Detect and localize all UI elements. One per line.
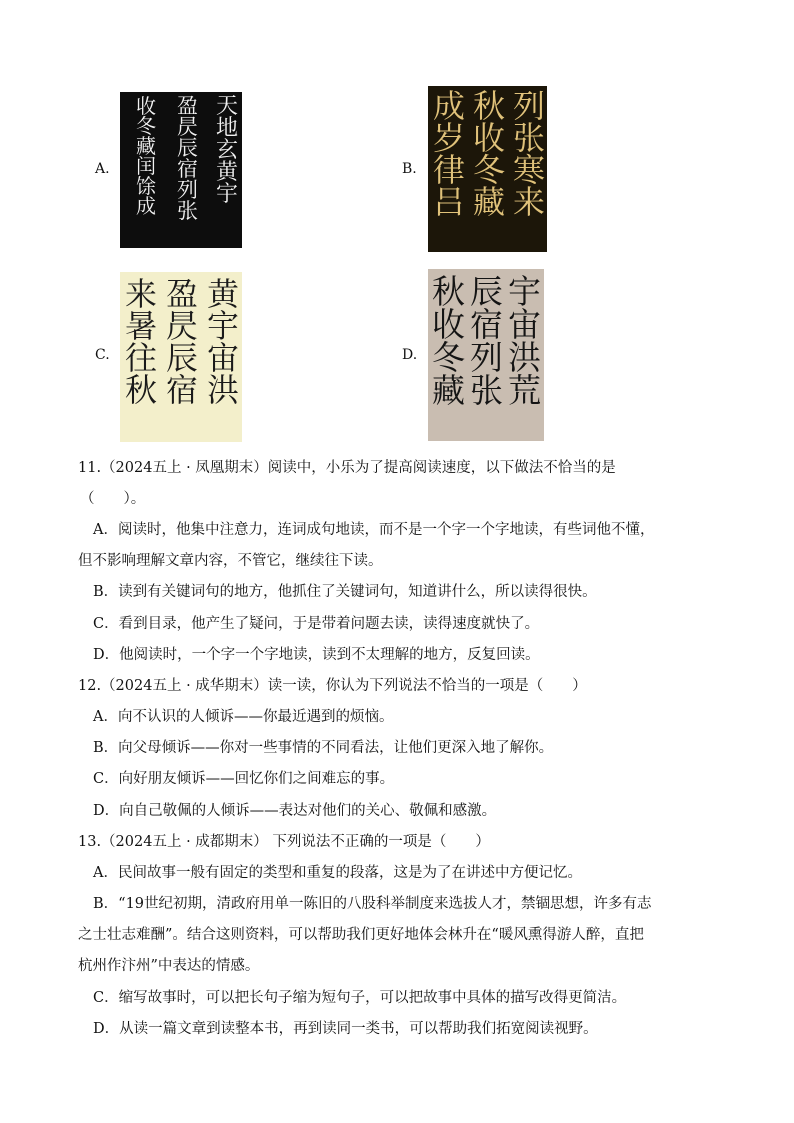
calligraphy-char: 宇 bbox=[206, 307, 239, 345]
question-13-option-c: C．缩写故事时，可以把长句子缩为短句子，可以把故事中具体的描写改得更简洁。 bbox=[93, 990, 627, 1006]
calligraphy-char: 暑 bbox=[124, 307, 157, 345]
calligraphy-char: 冬 bbox=[472, 151, 505, 189]
calligraphy-char: 张 bbox=[470, 371, 503, 410]
question-12-option-c: C．向好朋友倾诉——回忆你们之间难忘的事。 bbox=[93, 771, 395, 787]
calligraphy-char: 宇 bbox=[508, 272, 541, 311]
question-12-option-d: D．向自己敬佩的人倾诉——表达对他们的关心、敬佩和感激。 bbox=[93, 803, 497, 819]
calligraphy-char: 洪 bbox=[206, 371, 239, 409]
question-11-option-a-cont: 但不影响理解文章内容，不管它，继续往下读。 bbox=[78, 553, 383, 569]
calligraphy-char: 秋 bbox=[472, 87, 505, 125]
calligraphy-char: 秋 bbox=[124, 371, 157, 409]
calligraphy-image-d[interactable] bbox=[428, 269, 544, 441]
calligraphy-char: 收 bbox=[472, 119, 505, 157]
calligraphy-column bbox=[508, 272, 541, 410]
calligraphy-column bbox=[136, 96, 156, 216]
calligraphy-char: 昃 bbox=[177, 115, 198, 139]
calligraphy-image-c[interactable] bbox=[120, 272, 242, 442]
calligraphy-column bbox=[472, 87, 505, 221]
calligraphy-char: 辰 bbox=[165, 339, 198, 377]
calligraphy-char: 张 bbox=[512, 119, 545, 157]
calligraphy-char: 列 bbox=[177, 178, 198, 202]
calligraphy-char: 冬 bbox=[432, 338, 465, 377]
calligraphy-image-b[interactable] bbox=[428, 86, 547, 252]
question-12-option-b: B．向父母倾诉——你对一些事情的不同看法，让他们更深入地了解你。 bbox=[93, 740, 554, 756]
calligraphy-char: 收 bbox=[136, 94, 156, 118]
calligraphy-char: 馀 bbox=[136, 174, 156, 198]
calligraphy-char: 辰 bbox=[470, 272, 503, 311]
calligraphy-image-a[interactable] bbox=[120, 92, 242, 248]
question-12-stem: 12.（2024五上 · 成华期末）读一读，你认为下列说法不恰当的一项是（ ） bbox=[78, 678, 587, 694]
calligraphy-column bbox=[470, 272, 503, 410]
calligraphy-char: 列 bbox=[470, 338, 503, 377]
calligraphy-char: 宙 bbox=[508, 305, 541, 344]
question-11-option-a: A．阅读时，他集中注意力，连词成句地读，而不是一个字一个字地读，有些词他不懂， bbox=[93, 522, 655, 538]
question-12-option-a: A．向不认识的人倾诉——你最近遇到的烦恼。 bbox=[93, 709, 394, 725]
question-13-option-b-cont: 杭州作汴州”中表达的情感。 bbox=[78, 958, 260, 974]
question-13-option-b: B．“19世纪初期，清政府用单一陈旧的八股科举制度来选拔人才，禁锢思想，许多有志 bbox=[93, 896, 652, 912]
calligraphy-char: 秋 bbox=[432, 272, 465, 311]
question-11-option-d: D．他阅读时，一个字一个字地读，读到不太理解的地方，反复回读。 bbox=[93, 647, 540, 663]
question-11-option-c: C．看到目录，他产生了疑问，于是带着问题去读，读得速度就快了。 bbox=[93, 616, 540, 632]
calligraphy-char: 藏 bbox=[472, 183, 505, 221]
calligraphy-char: 成 bbox=[432, 87, 465, 125]
calligraphy-char: 藏 bbox=[432, 371, 465, 410]
calligraphy-column bbox=[432, 272, 465, 410]
calligraphy-char: 宙 bbox=[206, 339, 239, 377]
calligraphy-char: 玄 bbox=[215, 138, 238, 163]
calligraphy-char: 列 bbox=[512, 87, 545, 125]
calligraphy-char: 地 bbox=[215, 116, 238, 141]
calligraphy-char: 宇 bbox=[215, 182, 238, 207]
calligraphy-column bbox=[512, 87, 545, 221]
calligraphy-char: 往 bbox=[124, 339, 157, 377]
calligraphy-char: 黄 bbox=[215, 160, 238, 185]
option-d-label: D. bbox=[402, 347, 418, 363]
question-13-stem: 13.（2024五上 · 成都期末） 下列说法不正确的一项是（ ） bbox=[78, 834, 490, 850]
calligraphy-char: 来 bbox=[512, 183, 545, 221]
question-11-option-b: B．读到有关键词句的地方，他抓住了关键词句，知道讲什么，所以读得很快。 bbox=[93, 584, 597, 600]
calligraphy-char: 藏 bbox=[136, 134, 156, 158]
calligraphy-column bbox=[432, 87, 465, 221]
calligraphy-char: 天 bbox=[215, 94, 238, 119]
calligraphy-char: 成 bbox=[136, 194, 156, 218]
question-11-stem-cont: （ ）。 bbox=[80, 491, 146, 507]
calligraphy-char: 寒 bbox=[512, 151, 545, 189]
calligraphy-char: 闰 bbox=[136, 154, 156, 178]
calligraphy-char: 宿 bbox=[177, 157, 198, 181]
calligraphy-char: 宿 bbox=[165, 371, 198, 409]
calligraphy-char: 黄 bbox=[206, 275, 239, 313]
question-11-stem: 11.（2024五上 · 凤凰期末）阅读中，小乐为了提高阅读速度，以下做法不恰当的是 bbox=[78, 460, 616, 476]
calligraphy-char: 吕 bbox=[432, 183, 465, 221]
question-13-option-a: A．民间故事一般有固定的类型和重复的段落，这是为了在讲述中方便记忆。 bbox=[93, 865, 582, 881]
calligraphy-char: 岁 bbox=[432, 119, 465, 157]
question-13-option-b-cont: 之士壮志难酬”。结合这则资料，可以帮助我们更好地体会林升在“暖风熏得游人醉，直把 bbox=[78, 927, 644, 943]
option-a-label: A. bbox=[95, 161, 110, 177]
calligraphy-char: 律 bbox=[432, 151, 465, 189]
calligraphy-char: 宿 bbox=[470, 305, 503, 344]
calligraphy-char: 张 bbox=[177, 199, 198, 223]
calligraphy-char: 辰 bbox=[177, 136, 198, 160]
calligraphy-column bbox=[124, 275, 157, 409]
calligraphy-column bbox=[177, 96, 198, 222]
calligraphy-char: 荒 bbox=[508, 371, 541, 410]
question-13-option-d: D．从读一篇文章到读整本书，再到读同一类书，可以帮助我们拓宽阅读视野。 bbox=[93, 1021, 598, 1037]
option-c-label: C. bbox=[95, 347, 110, 363]
calligraphy-column bbox=[165, 275, 198, 409]
calligraphy-column bbox=[216, 96, 238, 206]
option-b-label: B. bbox=[402, 161, 417, 177]
calligraphy-char: 洪 bbox=[508, 338, 541, 377]
calligraphy-char: 冬 bbox=[136, 114, 156, 138]
calligraphy-char: 盈 bbox=[177, 94, 198, 118]
calligraphy-column bbox=[206, 275, 239, 409]
calligraphy-char: 收 bbox=[432, 305, 465, 344]
calligraphy-char: 昃 bbox=[165, 307, 198, 345]
calligraphy-char: 来 bbox=[124, 275, 157, 313]
calligraphy-char: 盈 bbox=[165, 275, 198, 313]
